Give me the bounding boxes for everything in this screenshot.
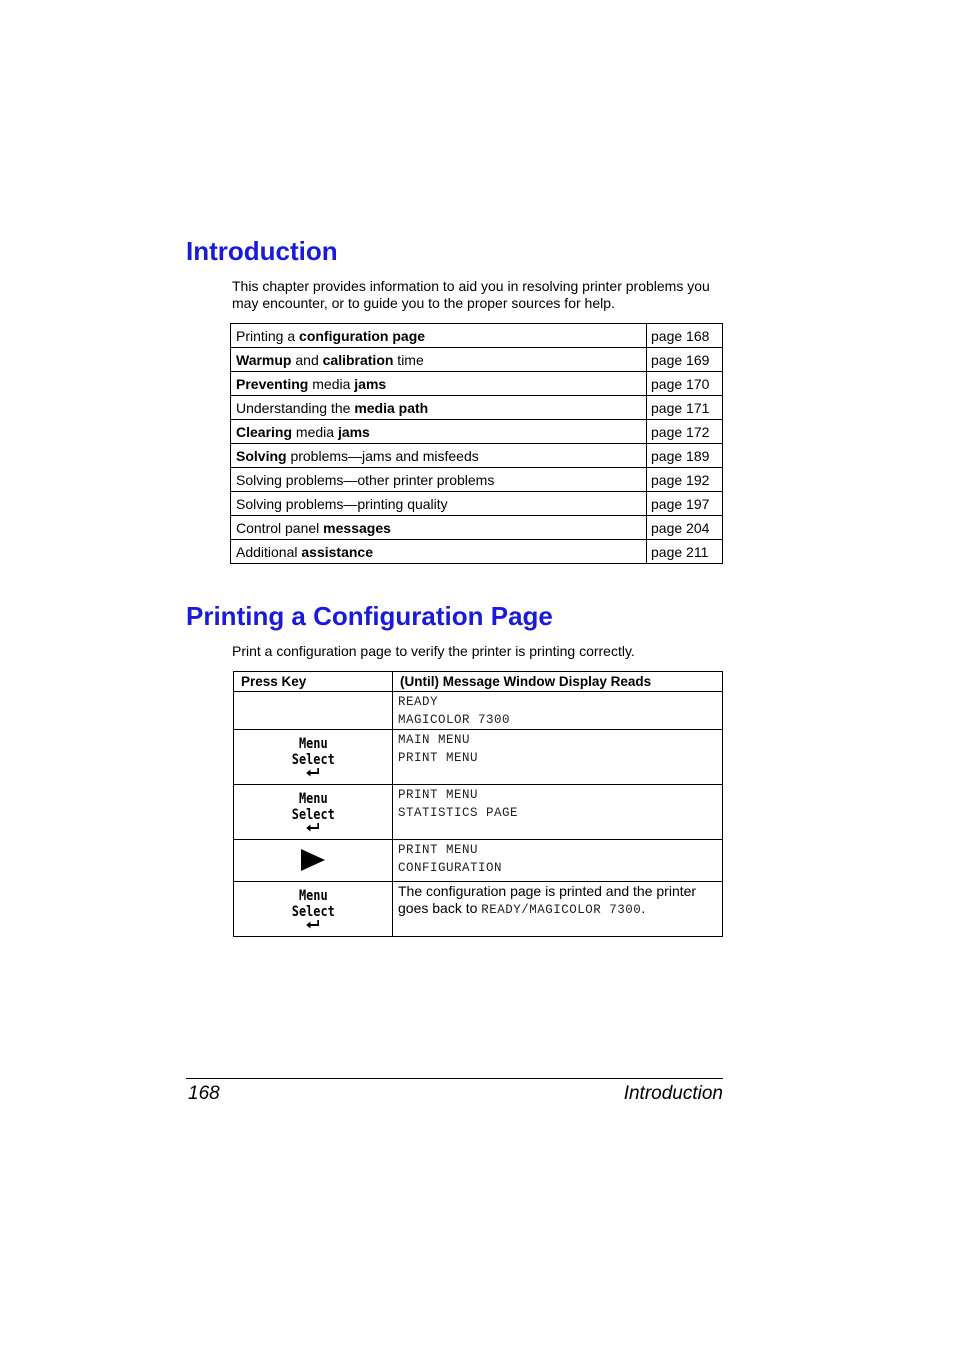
toc-page: page 171 <box>647 396 723 420</box>
final-text: The configuration page is printed and the printer goes back to <box>398 883 697 916</box>
footer-page-number: 168 <box>188 1083 220 1104</box>
intro-paragraph: This chapter provides information to aid you in resolving printer problems you may encounter, or to guide you to the proper sources for help. <box>232 278 710 311</box>
procedure-row <box>234 730 723 785</box>
key-cell <box>234 840 393 882</box>
col-message: (Until) Message Window Display Reads <box>393 672 723 692</box>
menu-key-label: Menu <box>298 791 328 807</box>
final-code: READY/MAGICOLOR 7300 <box>481 903 642 917</box>
procedure-table <box>233 671 723 937</box>
toc-row <box>231 444 723 468</box>
right-triangle-arrow-icon <box>300 848 326 877</box>
message-line-1: PRINT MENU <box>398 788 479 802</box>
toc-topic-part: and <box>291 351 323 368</box>
toc-topic-part: Warmup <box>236 351 292 368</box>
menu-key-label: Menu <box>298 888 328 904</box>
toc-page: page 170 <box>647 372 723 396</box>
toc-page: page 189 <box>647 444 723 468</box>
toc-page: page 204 <box>647 516 723 540</box>
toc-topic-part: jams <box>354 375 387 392</box>
select-key-label: Select <box>291 752 335 768</box>
toc-row <box>231 420 723 444</box>
toc-topic-part: assistance <box>301 543 373 560</box>
procedure-row <box>234 882 723 937</box>
footer-rule <box>186 1078 723 1079</box>
toc-topic-part: problems—jams and misfeeds <box>286 447 479 464</box>
config-paragraph: Print a configuration page to verify the printer is printing correctly. <box>232 643 635 659</box>
message-line-2: MAGICOLOR 7300 <box>398 713 511 727</box>
toc-topic-part: Understanding the <box>236 399 355 416</box>
toc-topic-part: Printing a <box>236 327 300 344</box>
toc-row <box>231 348 723 372</box>
toc-topic-part: media <box>292 423 338 440</box>
toc-topic-part: messages <box>323 519 391 536</box>
menu-select-key-icon <box>291 736 334 778</box>
toc-topic-part: Preventing <box>236 375 309 392</box>
toc-topic <box>231 540 647 564</box>
select-key-label: Select <box>291 807 335 823</box>
toc-topic <box>231 468 647 492</box>
key-cell-empty <box>234 692 393 730</box>
message-line-2: PRINT MENU <box>398 751 479 765</box>
config-heading: Printing a Configuration Page <box>186 601 553 631</box>
final-end: . <box>641 900 646 916</box>
toc-topic <box>231 324 647 348</box>
toc-topic-part: Solving problems—other printer problems <box>236 471 495 488</box>
message-line-1: MAIN MENU <box>398 733 471 747</box>
toc-topic-part: Additional <box>236 543 302 560</box>
toc-row <box>231 516 723 540</box>
procedure-row <box>234 785 723 840</box>
toc-topic <box>231 396 647 420</box>
menu-key-label: Menu <box>298 736 328 752</box>
enter-arrow-icon <box>305 920 320 930</box>
procedure-row <box>234 692 723 730</box>
toc-page: page 197 <box>647 492 723 516</box>
message-cell <box>393 692 723 730</box>
message-cell <box>393 785 723 840</box>
toc-page: page 211 <box>647 540 723 564</box>
message-line-1: READY <box>398 695 439 709</box>
toc-topic-part: media path <box>354 399 429 416</box>
toc-topic <box>231 348 647 372</box>
chapter-contents-table <box>230 323 723 564</box>
toc-row <box>231 372 723 396</box>
toc-row <box>231 540 723 564</box>
col-press-key: Press Key <box>234 672 393 692</box>
intro-heading: Introduction <box>186 236 338 266</box>
enter-arrow-icon <box>305 823 320 833</box>
key-cell <box>234 730 393 785</box>
message-cell <box>393 730 723 785</box>
toc-page: page 168 <box>647 324 723 348</box>
select-key-label: Select <box>291 904 335 920</box>
message-line-1: PRINT MENU <box>398 843 479 857</box>
footer-section-title: Introduction <box>623 1083 723 1104</box>
toc-row <box>231 396 723 420</box>
toc-topic-part: jams <box>337 423 370 440</box>
toc-topic-part: time <box>393 351 424 368</box>
toc-page: page 192 <box>647 468 723 492</box>
key-cell <box>234 882 393 937</box>
toc-topic-part: configuration page <box>299 327 426 344</box>
key-cell <box>234 785 393 840</box>
toc-topic <box>231 420 647 444</box>
toc-topic-part: calibration <box>322 351 394 368</box>
message-line-2: STATISTICS PAGE <box>398 806 519 820</box>
toc-row <box>231 492 723 516</box>
toc-row <box>231 324 723 348</box>
toc-topic-part: media <box>308 375 355 392</box>
toc-topic <box>231 516 647 540</box>
toc-row <box>231 468 723 492</box>
toc-page: page 172 <box>647 420 723 444</box>
toc-topic <box>231 444 647 468</box>
menu-select-key-icon <box>291 888 334 930</box>
procedure-row <box>234 840 723 882</box>
toc-topic-part: Clearing <box>236 423 293 440</box>
toc-topic <box>231 492 647 516</box>
message-cell <box>393 840 723 882</box>
toc-page: page 169 <box>647 348 723 372</box>
toc-topic-part: Solving <box>236 447 287 464</box>
menu-select-key-icon <box>291 791 334 833</box>
toc-topic-part: Solving problems—printing quality <box>236 495 448 512</box>
toc-topic-part: Control panel <box>236 519 324 536</box>
message-line-2: CONFIGURATION <box>398 861 503 875</box>
toc-topic <box>231 372 647 396</box>
enter-arrow-icon <box>305 768 320 778</box>
message-cell <box>393 882 723 937</box>
